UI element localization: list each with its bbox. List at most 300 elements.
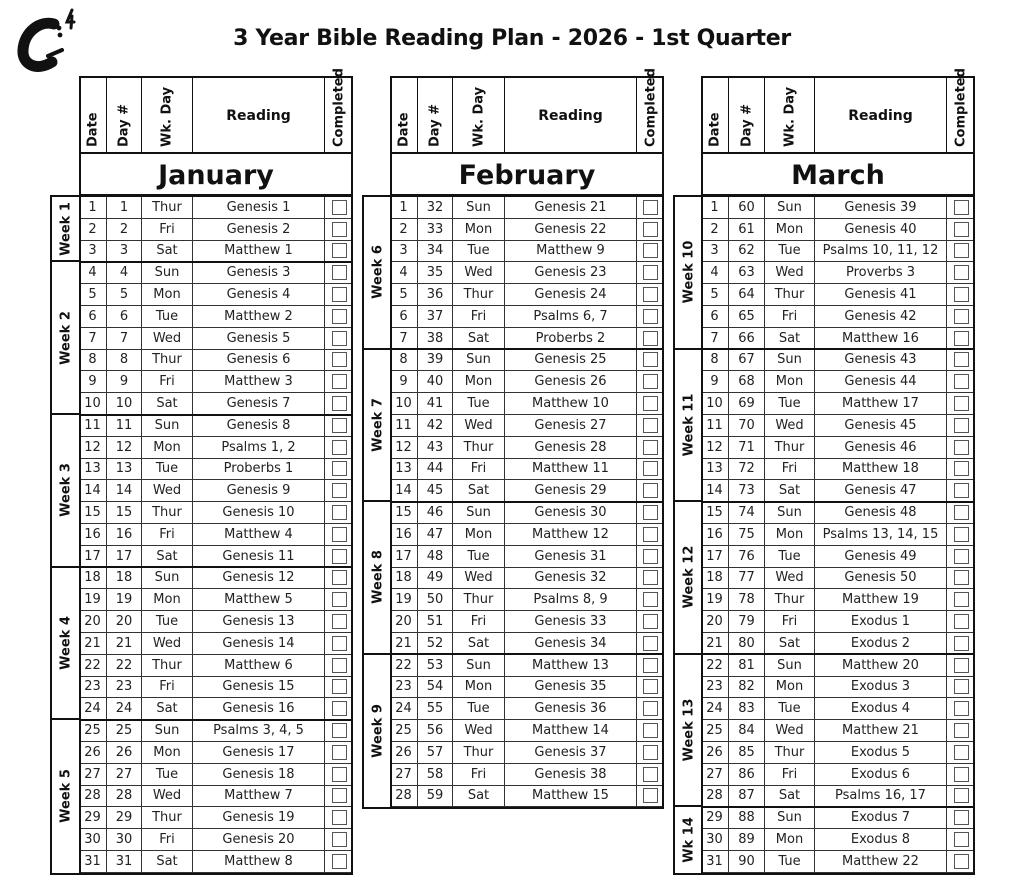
table-row xyxy=(81,655,351,677)
completed-checkbox[interactable] xyxy=(643,374,658,389)
completed-cell xyxy=(325,611,353,632)
page-title: 3 Year Bible Reading Plan - 2026 - 1st Quarter xyxy=(233,26,791,51)
completed-cell xyxy=(325,262,353,283)
table-row xyxy=(392,393,662,415)
completed-checkbox[interactable] xyxy=(332,309,347,324)
day-number-cell: 12 xyxy=(107,437,142,458)
week-day-cell: Wed xyxy=(453,568,505,589)
reading-cell: Matthew 20 xyxy=(815,655,947,676)
week-column xyxy=(673,195,702,875)
week-day-cell: Tue xyxy=(765,393,815,414)
completed-checkbox[interactable] xyxy=(332,854,347,869)
week-divider xyxy=(703,501,973,503)
date-cell: 23 xyxy=(79,677,107,698)
week-day-cell: Fri xyxy=(142,524,193,545)
month-name: January xyxy=(158,159,274,191)
reading-cell: Genesis 4 xyxy=(193,284,325,305)
completed-cell xyxy=(637,262,664,283)
completed-checkbox[interactable] xyxy=(332,527,347,542)
date-cell: 12 xyxy=(701,437,729,458)
completed-cell xyxy=(947,306,975,327)
table-row xyxy=(81,633,351,655)
day-number-cell: 67 xyxy=(729,350,765,371)
completed-checkbox[interactable] xyxy=(954,636,969,651)
week-day-cell: Fri xyxy=(453,764,505,785)
reading-cell: Proverbs 3 xyxy=(815,262,947,283)
reading-cell: Matthew 4 xyxy=(193,524,325,545)
day-number-cell: 52 xyxy=(418,633,453,654)
week-group xyxy=(364,502,391,655)
week-day-cell: Sat xyxy=(765,786,815,807)
completed-checkbox[interactable] xyxy=(332,767,347,782)
day-number-cell: 76 xyxy=(729,546,765,567)
completed-checkbox[interactable] xyxy=(643,222,658,237)
completed-cell xyxy=(637,546,664,567)
completed-checkbox[interactable] xyxy=(332,440,347,455)
completed-cell xyxy=(637,219,664,240)
completed-checkbox[interactable] xyxy=(332,396,347,411)
reading-cell: Genesis 36 xyxy=(505,698,637,719)
date-cell: 3 xyxy=(701,241,729,262)
week-group xyxy=(52,262,80,415)
completed-checkbox[interactable] xyxy=(332,374,347,389)
week-day-cell: Sat xyxy=(142,393,193,414)
table-row xyxy=(392,546,662,568)
day-number-cell: 90 xyxy=(729,851,765,872)
completed-checkbox[interactable] xyxy=(954,309,969,324)
completed-checkbox[interactable] xyxy=(954,331,969,346)
table-row xyxy=(81,502,351,524)
week-day-cell: Thur xyxy=(765,437,815,458)
header-completed-label: Completed xyxy=(643,68,658,147)
week-day-cell: Sat xyxy=(142,851,193,872)
week-day-cell: Mon xyxy=(453,371,505,392)
day-number-cell: 39 xyxy=(418,350,453,371)
date-cell: 8 xyxy=(390,350,418,371)
completed-checkbox[interactable] xyxy=(332,701,347,716)
completed-cell xyxy=(637,611,664,632)
reading-cell: Psalms 3, 4, 5 xyxy=(193,720,325,741)
date-cell: 21 xyxy=(79,633,107,654)
day-number-cell: 6 xyxy=(107,306,142,327)
completed-checkbox[interactable] xyxy=(954,200,969,215)
week-day-cell: Fri xyxy=(142,829,193,850)
date-cell: 8 xyxy=(79,350,107,371)
completed-checkbox[interactable] xyxy=(643,352,658,367)
date-cell: 10 xyxy=(390,393,418,414)
table-row xyxy=(703,786,973,808)
reading-cell: Genesis 7 xyxy=(193,393,325,414)
header-date xyxy=(390,78,418,153)
completed-checkbox[interactable] xyxy=(332,200,347,215)
completed-cell xyxy=(947,437,975,458)
completed-checkbox[interactable] xyxy=(332,461,347,476)
week-day-cell: Wed xyxy=(142,633,193,654)
day-number-cell: 78 xyxy=(729,589,765,610)
completed-checkbox[interactable] xyxy=(954,658,969,673)
completed-checkbox[interactable] xyxy=(332,832,347,847)
day-number-cell: 87 xyxy=(729,786,765,807)
week-day-cell: Tue xyxy=(453,393,505,414)
day-number-cell: 42 xyxy=(418,415,453,436)
date-cell: 18 xyxy=(79,568,107,589)
completed-cell xyxy=(947,350,975,371)
completed-cell xyxy=(947,698,975,719)
table-row xyxy=(703,720,973,742)
completed-checkbox[interactable] xyxy=(332,549,347,564)
day-number-cell: 8 xyxy=(107,350,142,371)
reading-cell: Genesis 32 xyxy=(505,568,637,589)
completed-checkbox[interactable] xyxy=(643,570,658,585)
completed-checkbox[interactable] xyxy=(643,592,658,607)
date-cell: 7 xyxy=(79,328,107,349)
completed-checkbox[interactable] xyxy=(954,243,969,258)
week-day-cell: Fri xyxy=(765,306,815,327)
completed-checkbox[interactable] xyxy=(332,636,347,651)
table-row xyxy=(392,568,662,590)
completed-checkbox[interactable] xyxy=(954,418,969,433)
completed-checkbox[interactable] xyxy=(643,505,658,520)
completed-checkbox[interactable] xyxy=(954,222,969,237)
reading-cell: Matthew 18 xyxy=(815,459,947,480)
day-number-cell: 55 xyxy=(418,698,453,719)
date-cell: 20 xyxy=(701,611,729,632)
completed-checkbox[interactable] xyxy=(954,723,969,738)
completed-checkbox[interactable] xyxy=(954,701,969,716)
day-number-cell: 27 xyxy=(107,764,142,785)
completed-checkbox[interactable] xyxy=(643,527,658,542)
completed-checkbox[interactable] xyxy=(954,832,969,847)
date-cell: 6 xyxy=(79,306,107,327)
completed-checkbox[interactable] xyxy=(332,614,347,629)
completed-checkbox[interactable] xyxy=(643,679,658,694)
week-group xyxy=(364,350,391,503)
week-day-cell: Tue xyxy=(765,851,815,872)
completed-checkbox[interactable] xyxy=(954,679,969,694)
date-cell: 13 xyxy=(390,459,418,480)
reading-cell: Matthew 21 xyxy=(815,720,947,741)
day-number-cell: 13 xyxy=(107,459,142,480)
completed-cell xyxy=(947,284,975,305)
reading-table-body xyxy=(79,195,353,875)
completed-checkbox[interactable] xyxy=(643,788,658,803)
completed-checkbox[interactable] xyxy=(954,352,969,367)
completed-checkbox[interactable] xyxy=(643,287,658,302)
reading-cell: Matthew 5 xyxy=(193,589,325,610)
day-number-cell: 21 xyxy=(107,633,142,654)
table-row xyxy=(81,568,351,590)
reading-cell: Genesis 31 xyxy=(505,546,637,567)
completed-checkbox[interactable] xyxy=(332,570,347,585)
completed-cell xyxy=(325,415,353,436)
completed-cell xyxy=(947,459,975,480)
month-name: March xyxy=(791,159,885,191)
week-group xyxy=(52,415,80,568)
completed-cell xyxy=(325,720,353,741)
completed-checkbox[interactable] xyxy=(954,265,969,280)
completed-checkbox[interactable] xyxy=(332,723,347,738)
table-row xyxy=(81,764,351,786)
header-completed-label: Completed xyxy=(331,68,347,147)
completed-checkbox[interactable] xyxy=(643,767,658,782)
day-number-cell: 79 xyxy=(729,611,765,632)
day-number-cell: 59 xyxy=(418,786,453,807)
table-row xyxy=(392,284,662,306)
completed-checkbox[interactable] xyxy=(954,854,969,869)
date-cell: 24 xyxy=(701,698,729,719)
date-cell: 17 xyxy=(390,546,418,567)
reading-cell: Exodus 1 xyxy=(815,611,947,632)
week-day-cell: Thur xyxy=(453,589,505,610)
week-day-cell: Sun xyxy=(142,720,193,741)
week-day-cell: Mon xyxy=(142,284,193,305)
date-cell: 23 xyxy=(701,677,729,698)
completed-cell xyxy=(325,546,353,567)
reading-cell: Genesis 10 xyxy=(193,502,325,523)
completed-cell xyxy=(947,328,975,349)
table-header xyxy=(390,68,664,196)
completed-cell xyxy=(947,371,975,392)
day-number-cell: 17 xyxy=(107,546,142,567)
completed-checkbox[interactable] xyxy=(643,309,658,324)
completed-checkbox[interactable] xyxy=(643,745,658,760)
header-completed xyxy=(947,68,975,153)
completed-cell xyxy=(947,655,975,676)
day-number-cell: 75 xyxy=(729,524,765,545)
completed-checkbox[interactable] xyxy=(643,265,658,280)
completed-checkbox[interactable] xyxy=(332,745,347,760)
week-column xyxy=(50,195,80,875)
day-number-cell: 3 xyxy=(107,241,142,262)
completed-checkbox[interactable] xyxy=(643,636,658,651)
date-cell: 9 xyxy=(390,371,418,392)
table-row xyxy=(392,502,662,524)
table-row xyxy=(392,655,662,677)
completed-checkbox[interactable] xyxy=(643,483,658,498)
reading-cell: Genesis 20 xyxy=(193,829,325,850)
completed-checkbox[interactable] xyxy=(954,549,969,564)
day-number-cell: 63 xyxy=(729,262,765,283)
reading-cell: Genesis 25 xyxy=(505,350,637,371)
week-label: Week 10 xyxy=(681,240,696,304)
date-cell: 2 xyxy=(79,219,107,240)
completed-cell xyxy=(325,502,353,523)
header-date-label: Date xyxy=(396,112,411,147)
completed-cell xyxy=(947,568,975,589)
week-day-cell: Tue xyxy=(765,546,815,567)
header-completed-label: Completed xyxy=(953,68,969,147)
completed-checkbox[interactable] xyxy=(643,723,658,738)
month-name: February xyxy=(458,159,596,191)
day-number-cell: 14 xyxy=(107,480,142,501)
day-number-cell: 43 xyxy=(418,437,453,458)
day-number-cell: 54 xyxy=(418,677,453,698)
table-row xyxy=(392,480,662,502)
completed-checkbox[interactable] xyxy=(954,570,969,585)
day-number-cell: 64 xyxy=(729,284,765,305)
header-completed xyxy=(637,68,664,153)
date-cell: 12 xyxy=(79,437,107,458)
completed-checkbox[interactable] xyxy=(954,592,969,607)
completed-checkbox[interactable] xyxy=(332,222,347,237)
completed-checkbox[interactable] xyxy=(643,243,658,258)
reading-cell: Psalms 16, 17 xyxy=(815,786,947,807)
completed-checkbox[interactable] xyxy=(954,483,969,498)
completed-checkbox[interactable] xyxy=(332,788,347,803)
day-number-cell: 51 xyxy=(418,611,453,632)
table-row xyxy=(703,480,973,502)
completed-checkbox[interactable] xyxy=(954,396,969,411)
day-number-cell: 57 xyxy=(418,742,453,763)
week-day-cell: Sat xyxy=(142,698,193,719)
week-day-cell: Thur xyxy=(453,284,505,305)
completed-checkbox[interactable] xyxy=(643,461,658,476)
completed-cell xyxy=(947,786,975,807)
day-number-cell: 58 xyxy=(418,764,453,785)
date-cell: 6 xyxy=(390,306,418,327)
completed-checkbox[interactable] xyxy=(332,592,347,607)
completed-checkbox[interactable] xyxy=(954,745,969,760)
reading-cell: Matthew 17 xyxy=(815,393,947,414)
reading-cell: Exodus 6 xyxy=(815,764,947,785)
completed-checkbox[interactable] xyxy=(643,396,658,411)
date-cell: 5 xyxy=(701,284,729,305)
completed-checkbox[interactable] xyxy=(332,418,347,433)
completed-checkbox[interactable] xyxy=(332,658,347,673)
week-day-cell: Fri xyxy=(453,306,505,327)
reading-cell: Genesis 41 xyxy=(815,284,947,305)
date-cell: 10 xyxy=(79,393,107,414)
completed-cell xyxy=(325,480,353,501)
completed-cell xyxy=(325,829,353,850)
table-row xyxy=(703,698,973,720)
completed-checkbox[interactable] xyxy=(954,788,969,803)
reading-cell: Psalms 8, 9 xyxy=(505,589,637,610)
completed-checkbox[interactable] xyxy=(643,200,658,215)
completed-checkbox[interactable] xyxy=(954,287,969,302)
week-day-cell: Fri xyxy=(142,371,193,392)
date-cell: 14 xyxy=(79,480,107,501)
date-cell: 12 xyxy=(390,437,418,458)
reading-cell: Genesis 27 xyxy=(505,415,637,436)
completed-cell xyxy=(637,393,664,414)
week-day-cell: Mon xyxy=(142,742,193,763)
reading-cell: Matthew 7 xyxy=(193,786,325,807)
completed-cell xyxy=(637,720,664,741)
reading-cell: Genesis 49 xyxy=(815,546,947,567)
reading-cell: Matthew 3 xyxy=(193,371,325,392)
completed-checkbox[interactable] xyxy=(643,658,658,673)
week-group xyxy=(675,350,702,503)
table-row xyxy=(81,786,351,808)
week-day-cell: Sat xyxy=(142,546,193,567)
completed-checkbox[interactable] xyxy=(332,265,347,280)
week-day-cell: Mon xyxy=(765,677,815,698)
completed-cell xyxy=(947,241,975,262)
table-row xyxy=(81,589,351,611)
completed-checkbox[interactable] xyxy=(954,767,969,782)
reading-cell: Genesis 35 xyxy=(505,677,637,698)
completed-checkbox[interactable] xyxy=(332,505,347,520)
completed-checkbox[interactable] xyxy=(954,527,969,542)
reading-cell: Matthew 1 xyxy=(193,241,325,262)
completed-cell xyxy=(637,437,664,458)
reading-cell: Matthew 6 xyxy=(193,655,325,676)
week-day-cell: Tue xyxy=(142,611,193,632)
date-cell: 29 xyxy=(701,807,729,828)
week-day-cell: Sat xyxy=(765,633,815,654)
table-row xyxy=(703,764,973,786)
week-day-cell: Sun xyxy=(453,655,505,676)
week-label: Wk 14 xyxy=(681,817,696,863)
week-day-cell: Thur xyxy=(142,807,193,828)
week-divider xyxy=(81,261,351,263)
table-row xyxy=(392,459,662,481)
week-day-cell: Sat xyxy=(453,480,505,501)
reading-cell: Genesis 39 xyxy=(815,197,947,218)
completed-checkbox[interactable] xyxy=(954,614,969,629)
completed-cell xyxy=(325,350,353,371)
table-row xyxy=(81,371,351,393)
day-number-cell: 65 xyxy=(729,306,765,327)
completed-checkbox[interactable] xyxy=(332,483,347,498)
completed-checkbox[interactable] xyxy=(332,243,347,258)
header-date xyxy=(79,78,107,153)
completed-checkbox[interactable] xyxy=(332,352,347,367)
table-row xyxy=(392,328,662,350)
table-row xyxy=(81,742,351,764)
completed-checkbox[interactable] xyxy=(332,331,347,346)
completed-checkbox[interactable] xyxy=(643,701,658,716)
week-day-cell: Mon xyxy=(765,829,815,850)
completed-cell xyxy=(325,219,353,240)
completed-checkbox[interactable] xyxy=(643,440,658,455)
reading-cell: Genesis 24 xyxy=(505,284,637,305)
completed-checkbox[interactable] xyxy=(332,287,347,302)
completed-checkbox[interactable] xyxy=(643,418,658,433)
reading-cell: Genesis 23 xyxy=(505,262,637,283)
completed-cell xyxy=(947,677,975,698)
header-day-number-label: Day # xyxy=(739,103,754,147)
day-number-cell: 60 xyxy=(729,197,765,218)
completed-checkbox[interactable] xyxy=(643,331,658,346)
reading-cell: Genesis 47 xyxy=(815,480,947,501)
completed-checkbox[interactable] xyxy=(643,614,658,629)
completed-checkbox[interactable] xyxy=(332,810,347,825)
week-day-cell: Mon xyxy=(453,219,505,240)
week-day-cell: Thur xyxy=(765,742,815,763)
completed-checkbox[interactable] xyxy=(954,505,969,520)
table-row xyxy=(81,328,351,350)
date-cell: 7 xyxy=(390,328,418,349)
completed-checkbox[interactable] xyxy=(954,440,969,455)
completed-cell xyxy=(947,611,975,632)
week-divider xyxy=(81,414,351,416)
day-number-cell: 82 xyxy=(729,677,765,698)
day-number-cell: 45 xyxy=(418,480,453,501)
completed-checkbox[interactable] xyxy=(954,461,969,476)
completed-checkbox[interactable] xyxy=(643,549,658,564)
completed-checkbox[interactable] xyxy=(954,374,969,389)
day-number-cell: 50 xyxy=(418,589,453,610)
week-day-cell: Tue xyxy=(765,241,815,262)
reading-cell: Psalms 13, 14, 15 xyxy=(815,524,947,545)
table-row xyxy=(81,437,351,459)
completed-checkbox[interactable] xyxy=(954,810,969,825)
completed-checkbox[interactable] xyxy=(332,679,347,694)
day-number-cell: 5 xyxy=(107,284,142,305)
reading-cell: Genesis 15 xyxy=(193,677,325,698)
